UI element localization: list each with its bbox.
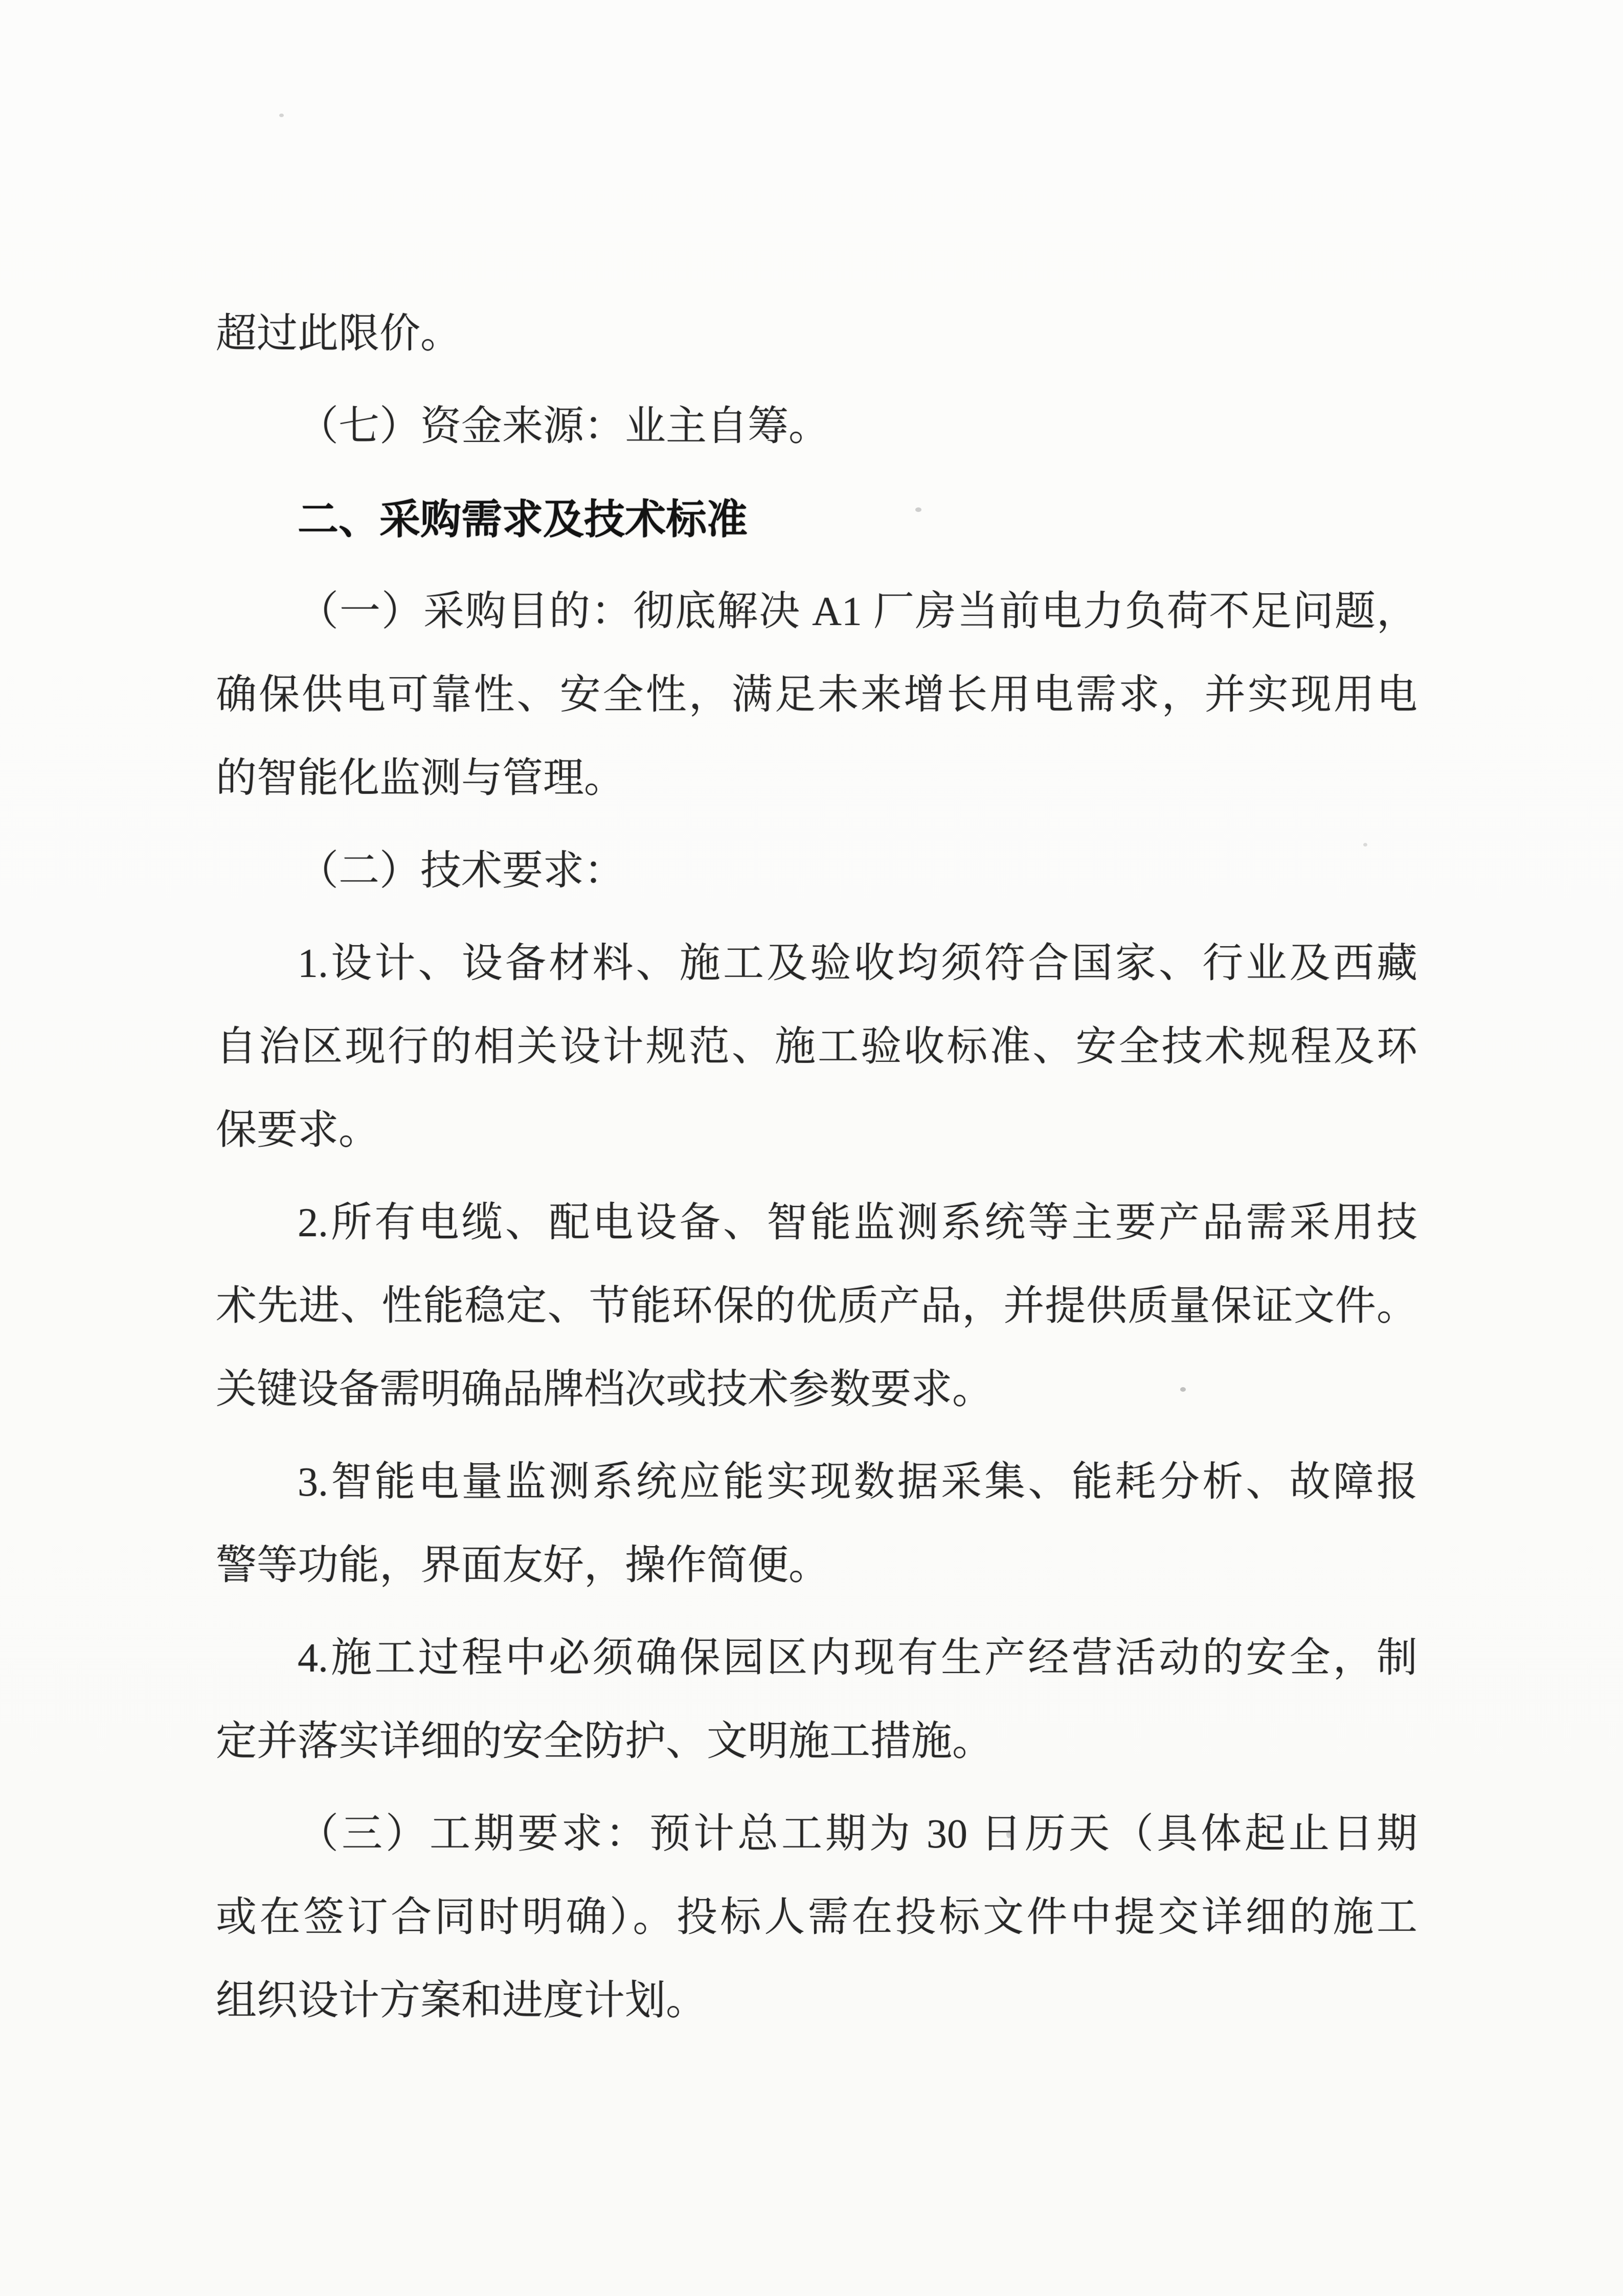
- text-line: 1.设计、设备材料、施工及验收均须符合国家、行业及西藏: [298, 941, 1417, 986]
- text-line: 确保供电可靠性、安全性，满足未来增长用电需求，并实现用电: [216, 673, 1417, 718]
- text-line: 保要求。: [216, 1108, 379, 1153]
- document-content: [216, 293, 1417, 2052]
- paragraph: [216, 1617, 1417, 1784]
- text-line: （七）资金来源：业主自筹。: [298, 404, 829, 449]
- text-line: （一）采购目的：彻底解决 A1 厂房当前电力负荷不足问题，: [298, 589, 1417, 634]
- text-line: 术先进、性能稳定、节能环保的优质产品，并提供质量保证文件。: [216, 1284, 1417, 1329]
- text-line: 4.施工过程中必须确保园区内现有生产经营活动的安全，制: [298, 1636, 1417, 1681]
- paragraph: [216, 830, 1417, 913]
- paragraph: [216, 293, 1417, 376]
- text-line: 二、采购需求及技术标准: [298, 497, 748, 542]
- section-heading: [216, 478, 1417, 561]
- text-line: 关键设备需明确品牌档次或技术参数要求。: [216, 1367, 993, 1412]
- text-line: 2.所有电缆、配电设备、智能监测系统等主要产品需采用技: [298, 1200, 1417, 1245]
- paragraph: [216, 385, 1417, 469]
- text-line: 组织设计方案和进度计划。: [216, 1978, 707, 2023]
- paragraph: [216, 1793, 1417, 2043]
- text-line: 3.智能电量监测系统应能实现数据采集、能耗分析、故障报: [298, 1460, 1417, 1505]
- text-line: 定并落实详细的安全防护、文明施工措施。: [216, 1719, 993, 1764]
- paragraph: [216, 1182, 1417, 1432]
- text-line: （三）工期要求：预计总工期为 30 日历天（具体起止日期: [298, 1812, 1417, 1857]
- text-line: 超过此限价。: [216, 311, 461, 356]
- text-line: （二）技术要求：: [298, 849, 625, 894]
- scan-speck: [279, 114, 284, 117]
- text-line: 或在签订合同时明确）。投标人需在投标文件中提交详细的施工: [216, 1895, 1417, 1940]
- paragraph: [216, 1441, 1417, 1608]
- paragraph: [216, 570, 1417, 820]
- paragraph: [216, 922, 1417, 1172]
- text-line: 警等功能，界面友好，操作简便。: [216, 1543, 829, 1588]
- text-line: 的智能化监测与管理。: [216, 756, 625, 801]
- text-line: 自治区现行的相关设计规范、施工验收标准、安全技术规程及环: [216, 1024, 1417, 1069]
